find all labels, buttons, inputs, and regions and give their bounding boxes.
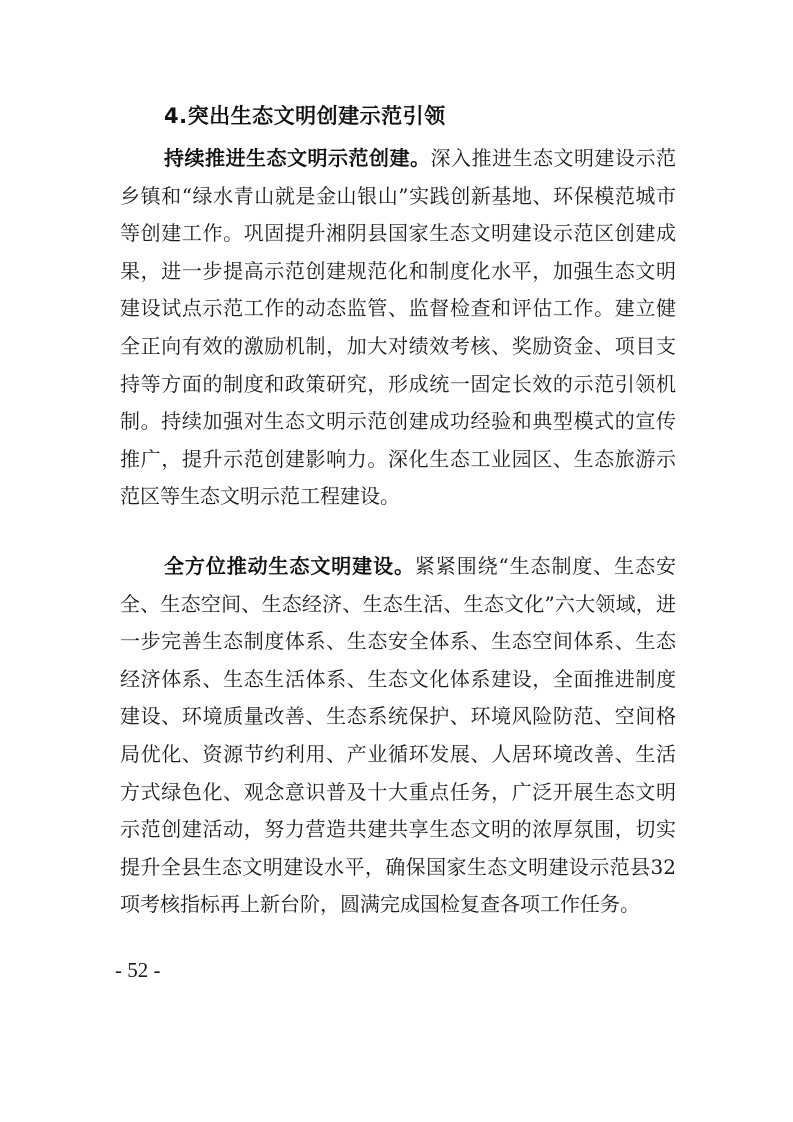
paragraph-body: 紧紧围绕“生态制度、生态安全、生态空间、生态经济、生态生活、生态文化”六大领域，进一步完善生态制度体系、生态安全体系、生态空间体系、生态经济体系、生态生活体系、生态文化体系建设，全面推进制度建设、环境质量改善、生态系统保护、环境风险防范、空间格局优化、资源节约利用、产业循环发展、人居环境改善、生活方式绿色化、观念意识普及十大重点任务，广泛开展生态文明示范创建活动，努力营造共建共享生态文明的浓厚氛围，切实提升全县生态文明建设水平，确保国家生态文明建设示范县32项考核指标再上新台阶，圆满完成国检复查各项工作任务。 — [120, 554, 676, 917]
paragraph-body: 深入推进生态文明建设示范乡镇和“绿水青山就是金山银山”实践创新基地、环保模范城市等创建工作。巩固提升湘阴县国家生态文明建设示范区创建成果，进一步提高示范创建规范化和制度化水平，加强生态文明建设试点示范工作的动态监管、监督检查和评估工作。建立健全正向有效的激励机制，加大对绩效考核、奖励资金、项目支持等方面的制度和政策研究，形成统一固定长效的示范引领机制。持续加强对生态文明示范创建成功经验和典型模式的宣传推广，提升示范创建影响力。深化生态工业园区、生态旅游示范区等生态文明示范工程建设。 — [120, 146, 676, 509]
page-number: - 52 - — [115, 958, 161, 982]
section-heading: 4.突出生态文明创建示范引领 — [164, 104, 446, 128]
paragraph-lead: 全方位推动生态文明建设。 — [164, 554, 415, 578]
paragraph-comprehensive-construction — [120, 548, 676, 924]
paragraph-demonstration-creation — [120, 140, 676, 516]
paragraph-lead: 持续推进生态文明示范创建。 — [164, 146, 431, 170]
